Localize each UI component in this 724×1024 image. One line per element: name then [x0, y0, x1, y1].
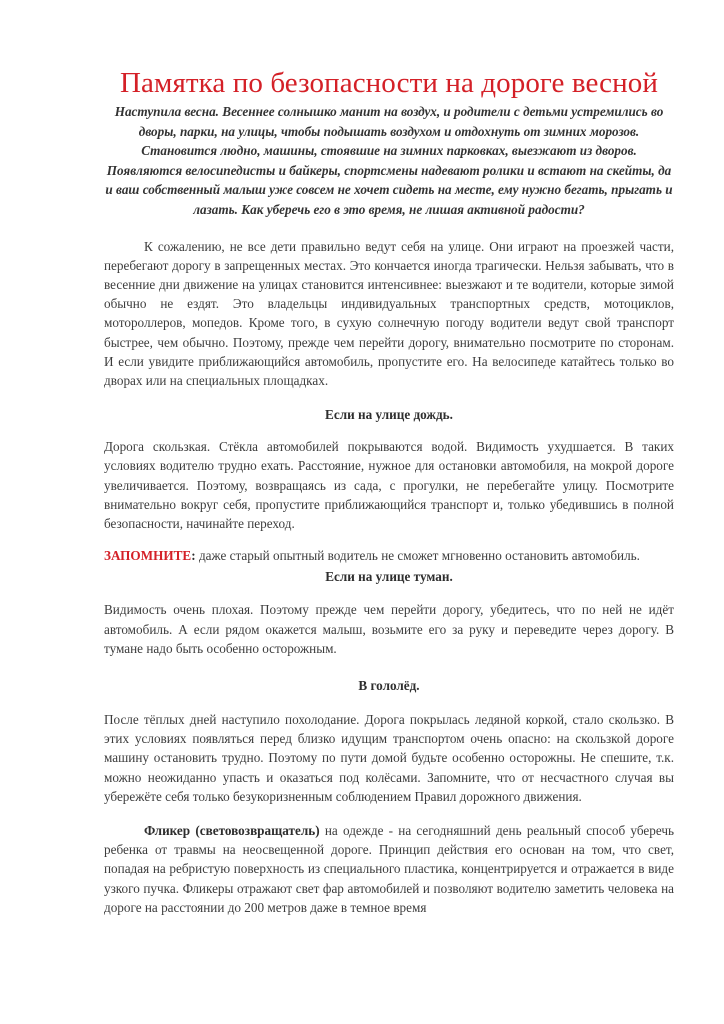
remember-text: даже старый опытный водитель не сможет мгновенно остановить автомобиль. — [195, 548, 640, 564]
flicker-text: на одежде - на сегодняшний день реальный способ уберечь ребенка от травмы на неосвещенной дороге. Принцип действия его основан на том, что свет, попадая на ребристую поверхность из специального пластика, концентрируется и отражается в виде узкого пучка. Фликеры отражают свет фар автомобилей и позволяют водителю заметить человека на дороге на расстоянии до 200 метров даже в темное время — [104, 823, 674, 915]
document-title: Памятка по безопасности на дороге весной — [120, 67, 658, 99]
heading-rain: Если на улице дождь. — [325, 407, 453, 423]
heading-ice: В гололёд. — [358, 678, 420, 694]
paragraph-children-behavior: К сожалению, не все дети правильно ведут себя на улице. Они играют на проезжей части, перебегают дорогу в запрещенных местах. Это кончается иногда трагически. Нельзя забывать, что в весенние дни движение на улицах становится интенсивнее: выезжают и те водители, которые зимой обычно не ездят. Это владельцы индивидуальных транспортных средств, мотоциклов, мотороллеров, мопедов. Кроме того, в сухую солнечную погоду водители ведут свой транспорт быстрее, чем обычно. Поэтому, прежде чем перейти дорогу, внимательно посмотрите по сторонам. И если увидите приближающийся автомобиль, пропустите его. На велосипеде катайтесь только во дворах или на специальных площадках. — [104, 238, 674, 388]
paragraph-rain: Дорога скользкая. Стёкла автомобилей покрываются водой. Видимость ухудшается. В таких условиях водителю трудно ехать. Расстояние, нужное для остановки автомобиля, на мокрой дороге увеличивается. Поэтому, возвращаясь из сада, с прогулки, не перебегайте улицу. Посмотрите внимательно вокруг себя, пропустите приближающийся транспорт и, только убедившись в полной безопасности, начинайте переход. — [104, 439, 674, 531]
paragraph-flicker — [104, 821, 674, 917]
paragraph-ice: После тёплых дней наступило похолодание. Дорога покрылась ледяной коркой, стало скользко. В этих условиях появляться перед близко идущим транспортом очень опасно: на скользкой дороге машину остановить трудно. Поэтому по пути домой будьте особенно осторожны. Не спешите, т.к. можно неожиданно упасть и оказаться под колёсами. Запомните, что от несчастного случая вы убережёте себя только безукоризненным соблюдением Правил дорожного движения. — [104, 712, 674, 804]
remember-colon: : — [191, 548, 196, 564]
document-page — [104, 66, 674, 917]
remember-label: ЗАПОМНИТЕ — [104, 548, 192, 564]
flicker-term: Фликер (световозвращатель) — [144, 823, 320, 839]
paragraph-fog: Видимость очень плохая. Поэтому прежде чем перейти дорогу, убедитесь, что по ней не идёт автомобиль. А если рядом окажется малыш, возьмите его за руку и переведите через дорогу. В тумане надо быть особенно осторожным. — [104, 602, 674, 656]
intro-paragraph: Наступила весна. Весеннее солнышко манит на воздух, и родители с детьми устремились во дворы, парки, на улицы, чтобы подышать воздухом и отдохнуть от зимних морозов. Становится людно, машины, стоявшие на зимних парковках, выезжают из дворов. Появляются велосипедисты и байкеры, спортсмены надевают ролики и встают на скейты, да и ваш собственный малыш уже совсем не хочет сидеть на месте, ему нужно бегать, прыгать и лазать. Как уберечь его в это время, не лишая активной радости? — [105, 104, 673, 217]
remember-note — [104, 546, 674, 565]
heading-fog: Если на улице туман. — [325, 569, 453, 585]
